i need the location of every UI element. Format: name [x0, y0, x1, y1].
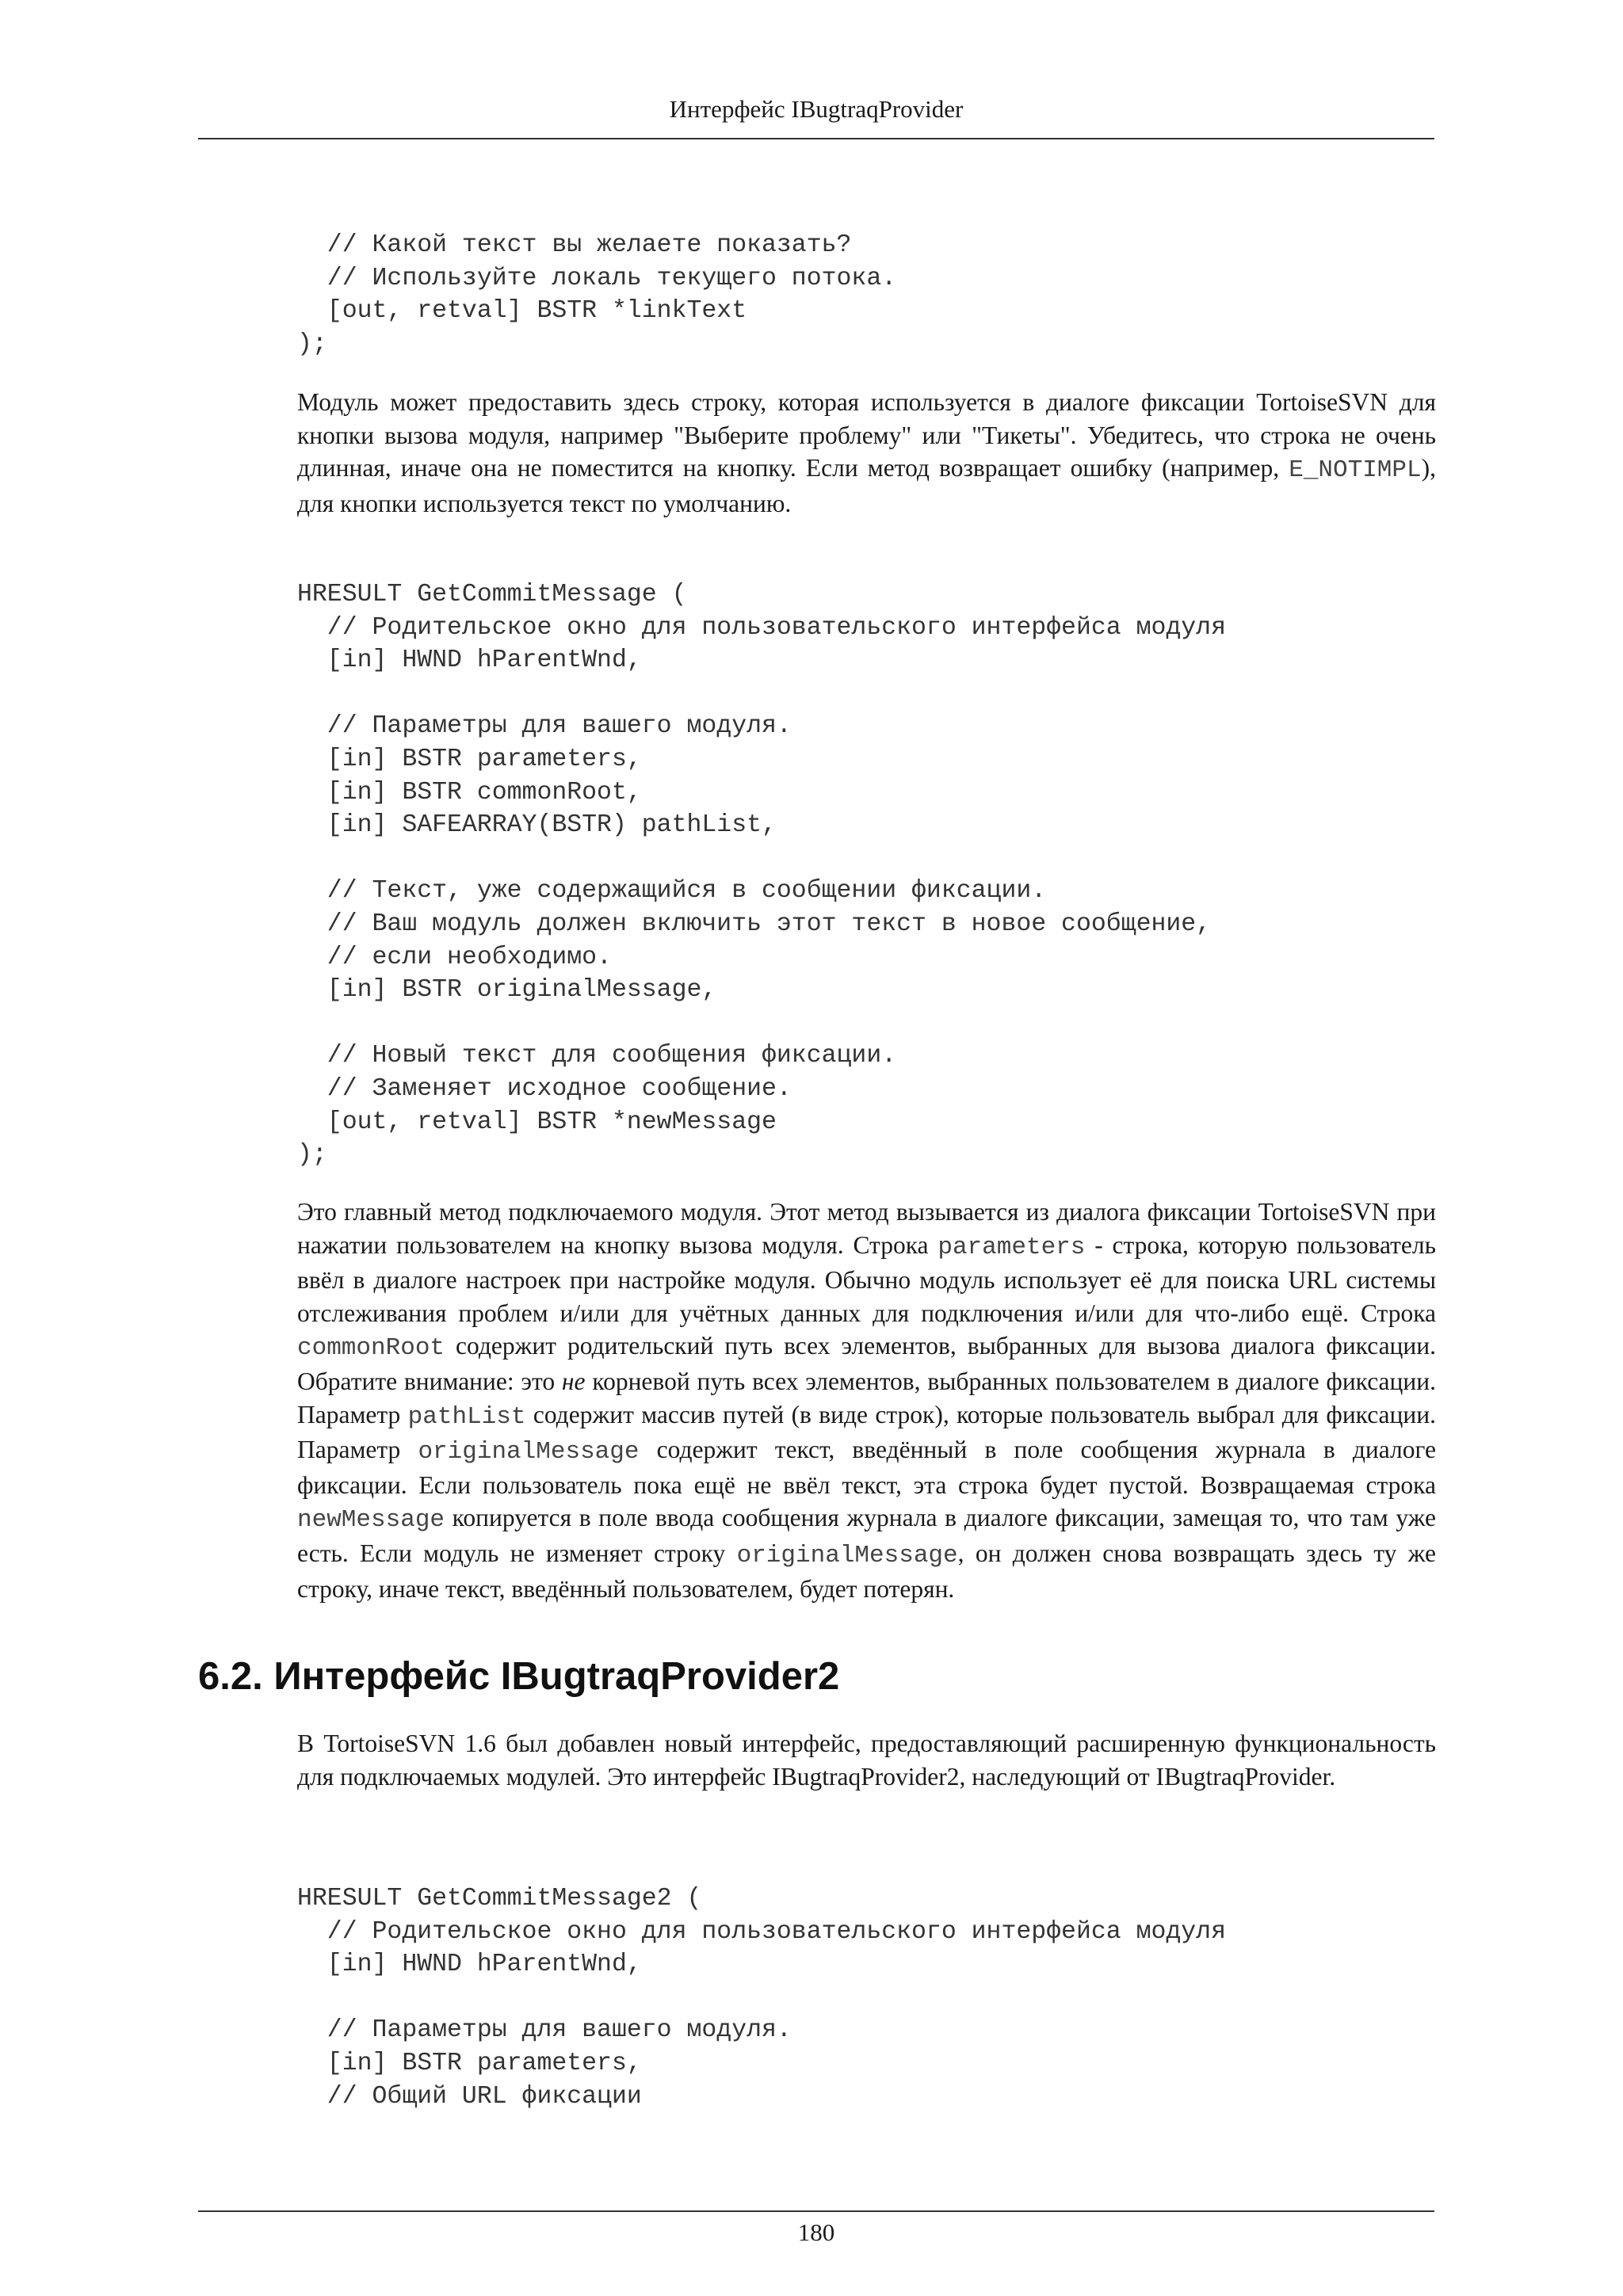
code-line: [out, retval] BSTR *linkText: [297, 297, 747, 326]
code-line: [out, retval] BSTR *newMessage: [297, 1108, 777, 1136]
code-line: // Параметры для вашего модуля.: [297, 2016, 792, 2045]
text-run: - строка, которую пользователь ввёл в диалоге настроек при настройке модуля. Обычно модуль использует её для поиска URL системы отслеживания проблем и/или для учётных данных для подключения и/или для что-либо ещё. Строка: [297, 1230, 1436, 1327]
inline-code: originalMessage: [418, 1438, 640, 1466]
emphasis: не: [561, 1367, 586, 1395]
text-run: корневой путь всех элементов, выбранных пользователем в диалоге фиксации. Параметр: [297, 1367, 1436, 1428]
section-title: 6.2. Интерфейс IBugtraqProvider2: [198, 1655, 840, 1698]
code-block-getcommitmessage2: [297, 1882, 1226, 2113]
page-header: Интерфейс IBugtraqProvider: [669, 95, 964, 123]
text-run: , он должен снова возвращать здесь ту же строку, иначе текст, введённый пользователем, будет потерян.: [297, 1539, 1437, 1603]
code-line: HRESULT GetCommitMessage2 (: [297, 1885, 702, 1913]
footer-divider: [198, 2210, 1434, 2212]
text-run: содержит родительский путь всех элементов, выбранных для вызова диалога фиксации. Обратите внимание: это: [297, 1332, 1436, 1395]
code-line: [in] BSTR parameters,: [297, 2049, 642, 2077]
code-line: [in] HWND hParentWnd,: [297, 646, 642, 675]
inline-code: E_NOTIMPL: [1289, 456, 1422, 485]
text-run: содержит массив путей (в виде строк), которые пользователь выбрал для фиксации. Параметр: [297, 1400, 1436, 1464]
header-divider: [198, 138, 1434, 139]
code-line: // Общий URL фиксации: [297, 2082, 642, 2111]
code-block-linktext: [297, 229, 896, 360]
paragraph-linktext-description: [297, 386, 1436, 520]
text-run: копируется в поле ввода сообщения журнала в диалоге фиксации, замещая то, что там уже есть. Если модуль не изменяет строку: [297, 1504, 1436, 1567]
inline-code: pathList: [407, 1402, 526, 1431]
code-line: );: [297, 330, 327, 358]
code-line: // Родительское окно для пользовательского интерфейса модуля: [297, 1917, 1226, 1946]
code-line: // если необходимо.: [297, 943, 612, 971]
code-line: [in] BSTR parameters,: [297, 745, 642, 773]
text-run: Это главный метод подключаемого модуля. Этот метод вызывается из диалога фиксации TortoiseSVN при нажатии пользователем на кнопку вызова модуля. Строка: [297, 1198, 1436, 1259]
code-line: // Текст, уже содержащийся в сообщении фиксации.: [297, 877, 1047, 906]
inline-code: originalMessage: [736, 1541, 958, 1569]
paragraph-ibugtraqprovider2-intro: [297, 1727, 1436, 1793]
text-run: В TortoiseSVN 1.6 был добавлен новый интерфейс, предоставляющий расширенную функциональность для подключаемых модулей. Это интерфейс IBugtraqProvider2, наследующий от IBugtraqProvider.: [297, 1730, 1436, 1791]
code-block-getcommitmessage: [297, 578, 1226, 1172]
code-line: );: [297, 1141, 327, 1169]
code-line: [in] SAFEARRAY(BSTR) pathList,: [297, 811, 777, 840]
code-line: [in] HWND hParentWnd,: [297, 1951, 642, 1979]
code-line: // Родительское окно для пользовательского интерфейса модуля: [297, 613, 1226, 642]
paragraph-getcommitmessage-description: [297, 1196, 1436, 1605]
code-line: [in] BSTR originalMessage,: [297, 976, 717, 1005]
code-line: // Какой текст вы желаете показать?: [297, 231, 852, 259]
code-line: // Используйте локаль текущего потока.: [297, 264, 897, 292]
text-run: Модуль может предоставить здесь строку, которая используется в диалоге фиксации TortoiseSVN для кнопки вызова модуля, например "Выберите проблему" или "Тикеты". Убедитесь, что строка не очень длинная, иначе она не поместится на кнопку. Если метод возвращает ошибку (например,: [297, 388, 1436, 482]
code-line: // Заменяет исходное сообщение.: [297, 1074, 792, 1103]
code-line: // Новый текст для сообщения фиксации.: [297, 1042, 897, 1070]
code-line: // Параметры для вашего модуля.: [297, 712, 792, 741]
inline-code: commonRoot: [297, 1334, 445, 1363]
code-line: HRESULT GetCommitMessage (: [297, 581, 687, 608]
code-line: [in] BSTR commonRoot,: [297, 778, 642, 807]
inline-code: newMessage: [297, 1506, 445, 1535]
page-number: 180: [797, 2218, 835, 2246]
text-run: ), для кнопки используется текст по умолчанию.: [297, 454, 1436, 517]
inline-code: parameters: [938, 1233, 1086, 1261]
text-run: содержит текст, введённый в поле сообщения журнала в диалоге фиксации. Если пользователь пока ещё не ввёл текст, эта строка будет пустой. Возвращаемая строка: [297, 1436, 1436, 1499]
code-line: // Ваш модуль должен включить этот текст в новое сообщение,: [297, 910, 1212, 938]
